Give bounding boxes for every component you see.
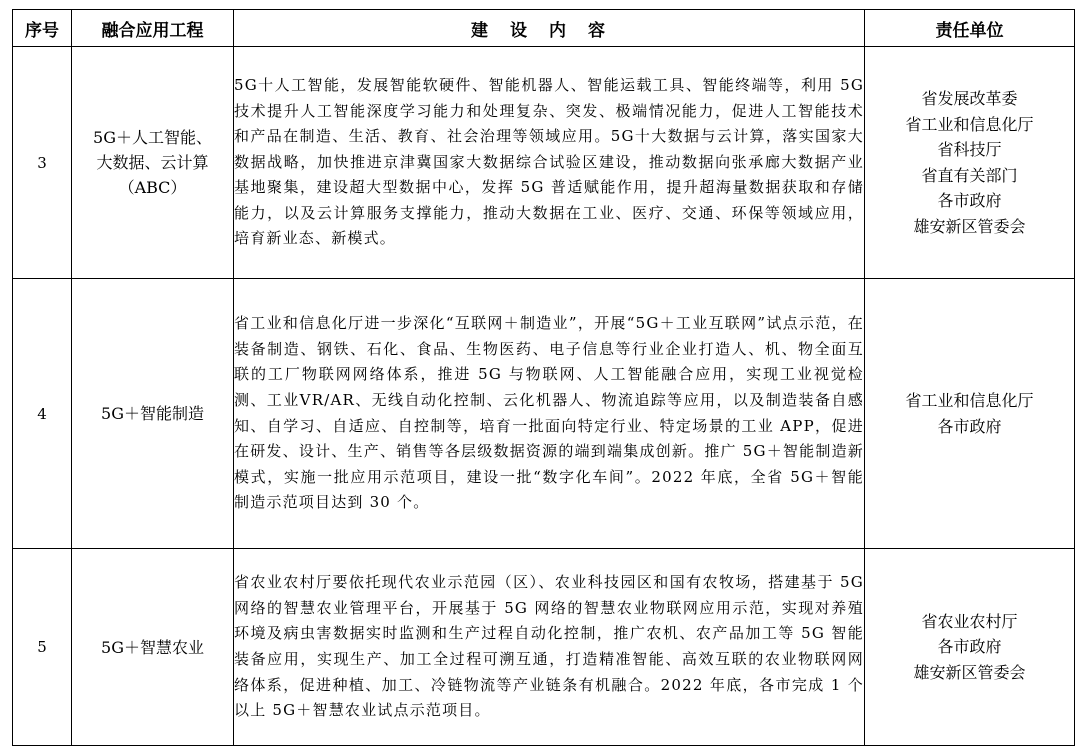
project-line: 大数据、云计算 bbox=[96, 153, 209, 172]
engineering-table bbox=[12, 9, 1075, 746]
project-name bbox=[72, 47, 234, 279]
responsible-unit: 省工业和信息化厅 bbox=[905, 114, 1034, 134]
project-line: 5G＋智慧农业 bbox=[101, 637, 204, 657]
construction-content: 5G十人工智能，发展智能软硬件、智能机器人、智能运载工具、智能终端等，利用 5G 技术提升人工智能深度学习能力和处理复杂、突发、极端情况能力，促进人工智能技术和产品在制造、生活、教育、社会治理等领域应用。5G十大数据与云计算，落实国家大数据战略，加快推进京津冀国家大数据综合试验区建设，推动数据向张承廊大数据产业基地聚集，建设超大型数据中心，发挥 5G 普适赋能作用，提升超海量数据获取和存储能力，以及云计算服务支撑能力，推动大数据在工业、医疗、交通、环保等领域应用，培育新业态、新模式。 bbox=[234, 47, 865, 279]
header-project: 融合应用工程 bbox=[72, 10, 234, 47]
responsible-units bbox=[865, 549, 1075, 746]
responsible-unit: 各市政府 bbox=[937, 637, 1002, 657]
project-name bbox=[72, 279, 234, 549]
responsible-unit: 省工业和信息化厅 bbox=[905, 391, 1034, 410]
responsible-unit: 各市政府 bbox=[937, 191, 1002, 210]
responsible-unit: 省发展改革委 bbox=[921, 89, 1018, 108]
responsible-units bbox=[865, 47, 1075, 279]
table-row bbox=[13, 279, 1075, 549]
responsible-unit: 各市政府 bbox=[937, 416, 1002, 436]
header-content: 建设内容 bbox=[234, 10, 865, 47]
table-row bbox=[13, 549, 1075, 746]
row-number: 5 bbox=[13, 549, 72, 746]
project-line: （ABC） bbox=[118, 178, 187, 197]
table-header-row bbox=[13, 10, 1075, 47]
responsible-unit: 雄安新区管委会 bbox=[913, 662, 1026, 682]
responsible-unit: 省直有关部门 bbox=[921, 165, 1018, 185]
project-line: 5G＋人工智能、 bbox=[93, 128, 212, 147]
responsible-unit: 雄安新区管委会 bbox=[913, 216, 1026, 236]
project-name bbox=[72, 549, 234, 746]
project-line: 5G＋智能制造 bbox=[101, 404, 204, 423]
row-number: 3 bbox=[13, 47, 72, 279]
responsible-unit: 省农业农村厅 bbox=[921, 611, 1018, 631]
header-responsible: 责任单位 bbox=[865, 10, 1075, 47]
header-num: 序号 bbox=[13, 10, 72, 47]
construction-content: 省工业和信息化厅进一步深化“互联网＋制造业”，开展“5G＋工业互联网”试点示范，在装备制造、钢铁、石化、食品、生物医药、电子信息等行业企业打造人、机、物全面互联的工厂物联网网络体系，推进 5G 与物联网、人工智能融合应用，实现工业视觉检测、工业VR/AR、无线自动化控制、云化机器人、物流追踪等应用，以及制造装备自感知、自学习、自适应、自控制等，培育一批面向特定行业、特定场景的工业 APP，促进在研发、设计、生产、销售等各层级数据资源的端到端集成创新。推广 5G＋智能制造新模式，实施一批应用示范项目，建设一批“数字化车间”。2022 年底，全省 5G＋智能制造示范项目达到 30 个。 bbox=[234, 279, 865, 549]
table-row bbox=[13, 47, 1075, 279]
row-number: 4 bbox=[13, 279, 72, 549]
responsible-units bbox=[865, 279, 1075, 549]
construction-content: 省农业农村厅要依托现代农业示范园（区）、农业科技园区和国有农牧场，搭建基于 5G 网络的智慧农业管理平台，开展基于 5G 网络的智慧农业物联网应用示范，实现对养殖环境及病虫害数据实时监测和生产过程自动化控制，推广农机、农产品加工等 5G 智能装备应用，实现生产、加工全过程可溯互通，打造精准智能、高效互联的农业物联网网络体系，促进种植、加工、冷链物流等产业链条有机融合。2022 年底，各市完成 1 个以上 5G＋智慧农业试点示范项目。 bbox=[234, 549, 865, 746]
responsible-unit: 省科技厅 bbox=[937, 140, 1002, 159]
